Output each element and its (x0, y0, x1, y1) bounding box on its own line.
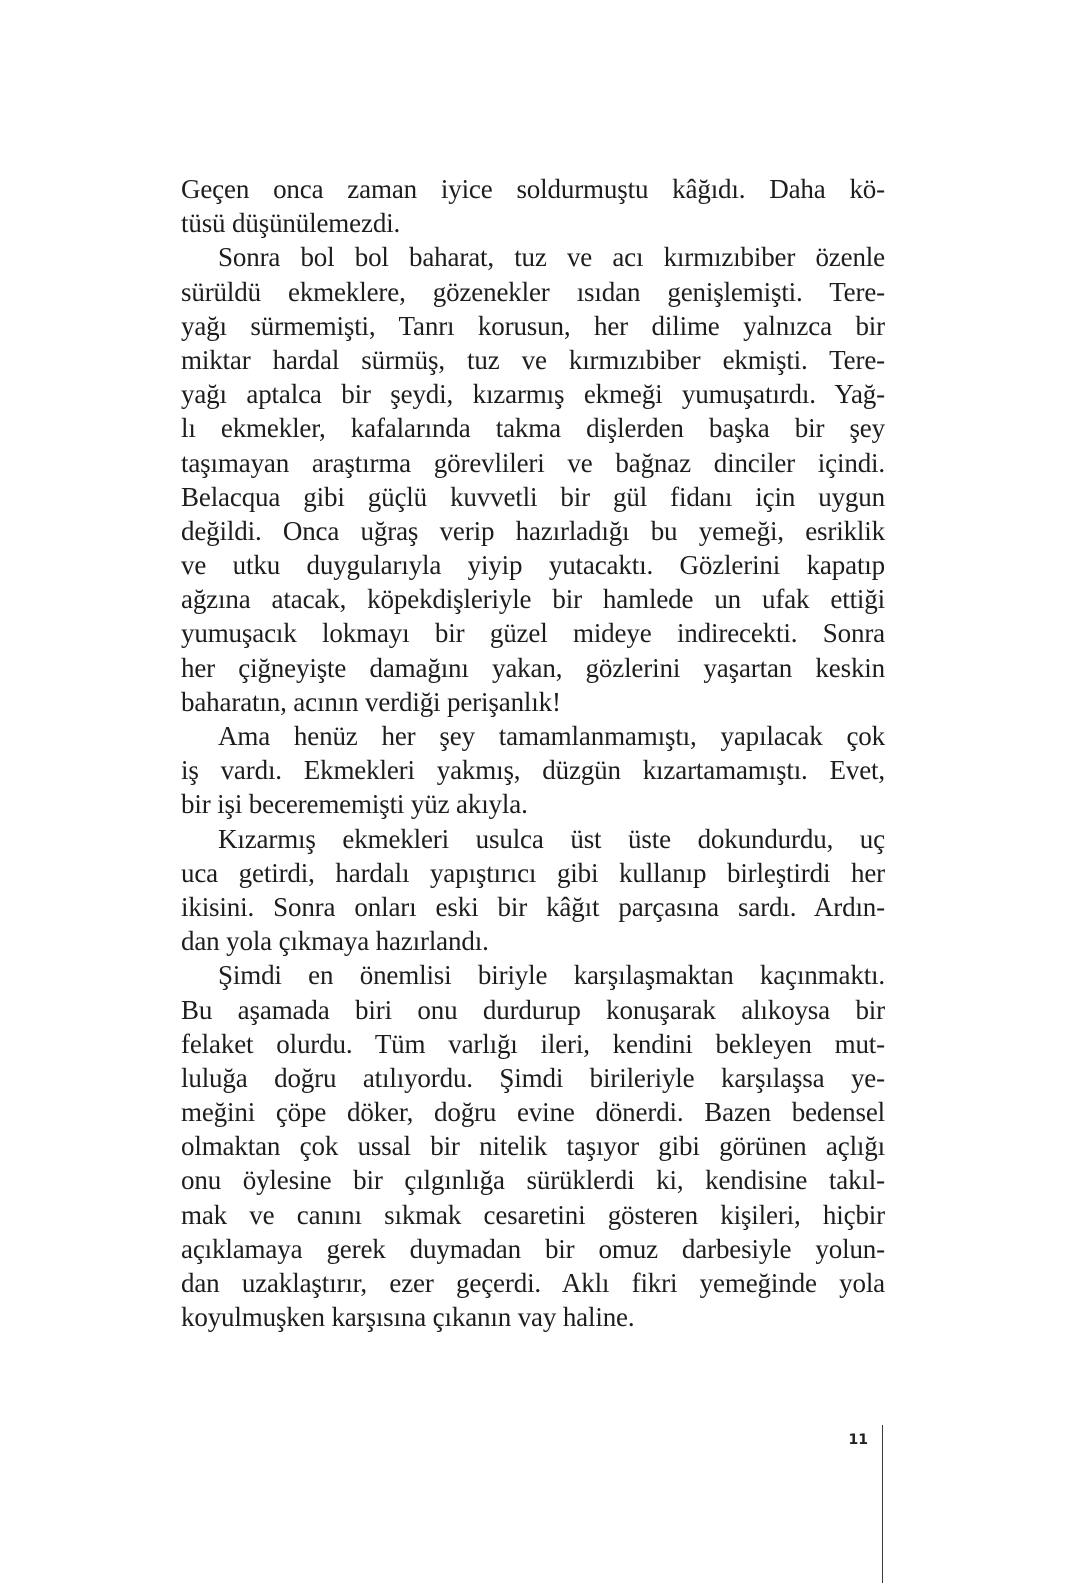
body-text (181, 172, 885, 1334)
text-line: lı ekmekler, kafalarında takma dişlerden başka bir şey (181, 413, 885, 444)
text-line: ağzına atacak, köpekdişleriyle bir hamlede un ufak ettiği (181, 584, 885, 615)
text-line: onu öylesine bir çılgınlığa sürüklerdi ki, kendisine takıl- (181, 1165, 885, 1196)
margin-rule (882, 1425, 883, 1583)
text-line: mak ve canını sıkmak cesaretini gösteren kişileri, hiçbir (181, 1199, 885, 1230)
text-line: Ama henüz her şey tamamlanmamıştı, yapılacak çok (218, 721, 885, 751)
text-line: taşımayan araştırma görevlileri ve bağnaz dinciler içindi. (181, 447, 885, 478)
text-line: uca getirdi, hardalı yapıştırıcı gibi kullanıp birleştirdi her (181, 857, 885, 888)
page-number: 11 (848, 1432, 868, 1448)
text-line: ve utku duygularıyla yiyip yutacaktı. Gözlerini kapatıp (181, 550, 885, 581)
text-line: değildi. Onca uğraş verip hazırladığı bu yemeği, esriklik (181, 515, 885, 546)
text-line: felaket olurdu. Tüm varlığı ileri, kendini bekleyen mut- (181, 1028, 885, 1059)
text-line: dan yola çıkmaya hazırlandı. (181, 926, 489, 957)
text-line: Şimdi en önemlisi biriyle karşılaşmaktan kaçınmaktı. (218, 960, 885, 991)
text-line: her çiğneyişte damağını yakan, gözlerini yaşartan keskin (181, 652, 885, 683)
text-line: iş vardı. Ekmekleri yakmış, düzgün kızartamamıştı. Evet, (181, 755, 885, 786)
text-line: yağı sürmemişti, Tanrı korusun, her dilime yalnızca bir (181, 310, 885, 341)
text-line: luluğa doğru atılıyordu. Şimdi birileriyle karşılaşsa ye- (181, 1062, 885, 1093)
text-line: Sonra bol bol baharat, tuz ve acı kırmızıbiber özenle (218, 242, 885, 273)
text-line: olmaktan çok ussal bir nitelik taşıyor gibi görünen açlığı (181, 1131, 885, 1162)
text-line: koyulmuşken karşısına çıkanın vay haline. (181, 1302, 635, 1333)
text-line: miktar hardal sürmüş, tuz ve kırmızıbiber ekmişti. Tere- (181, 344, 885, 375)
text-line: Geçen onca zaman iyice soldurmuştu kâğıdı. Daha kö- (181, 174, 885, 204)
text-line: yumuşacık lokmayı bir güzel mideye indirecekti. Sonra (181, 618, 885, 649)
text-line: bir işi becerememişti yüz akıyla. (181, 789, 528, 820)
text-line: baharatın, acının verdiği perişanlık! (181, 686, 561, 717)
text-line: Kızarmış ekmekleri usulca üst üste dokundurdu, uç (218, 823, 885, 854)
text-line: sürüldü ekmeklere, gözenekler ısıdan genişlemişti. Tere- (181, 276, 885, 307)
text-line: ikisini. Sonra onları eski bir kâğıt parçasına sardı. Ardın- (181, 891, 885, 922)
text-line: meğini çöpe döker, doğru evine dönerdi. Bazen bedensel (181, 1097, 885, 1128)
text-line: yağı aptalca bir şeydi, kızarmış ekmeği yumuşatırdı. Yağ- (181, 379, 885, 410)
text-line: açıklamaya gerek duymadan bir omuz darbesiyle yolun- (181, 1233, 885, 1264)
text-line: tüsü düşünülemezdi. (181, 208, 401, 239)
text-line: Belacqua gibi güçlü kuvvetli bir gül fidanı için uygun (181, 481, 885, 512)
text-line: Bu aşamada biri onu durdurup konuşarak alıkoysa bir (181, 994, 885, 1025)
text-line: dan uzaklaştırır, ezer geçerdi. Aklı fikri yemeğinde yola (181, 1268, 885, 1298)
